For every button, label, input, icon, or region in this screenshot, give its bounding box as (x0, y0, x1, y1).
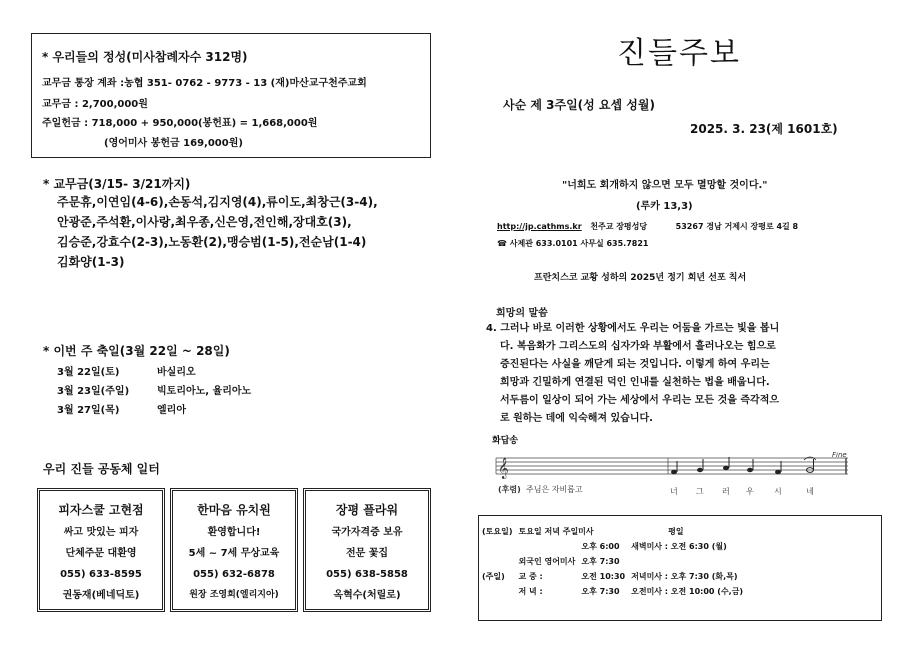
article-subheading: 희망의 말씀 (496, 308, 548, 319)
shop-line: 5세 ~ 7세 무상교육 (188, 548, 280, 559)
mass-cell: (주일) (482, 572, 505, 581)
table-row (479, 569, 746, 584)
website-link[interactable]: http://jp.cathms.kr (497, 222, 582, 231)
offering-box (31, 33, 431, 158)
mass-cell (479, 554, 516, 569)
offering-heading: * 우리들의 정성(미사참례자수 312명) (42, 50, 248, 64)
shop-line: 환영합니다! (207, 527, 261, 538)
psalm-label: 화답송 (492, 436, 519, 446)
article-line: 4. 그러나 바로 이러한 상황에서도 우리는 어둠을 가르는 빛을 봅니 (486, 323, 780, 334)
mass-cell: 저녁미사 : 오후 7:30 (화,목) (631, 572, 738, 581)
bulletin-title: 진들주보 (617, 36, 741, 71)
dues-line: 안광준,주석환,이사랑,최우종,신은영,전인해,장대호(3), (57, 215, 352, 229)
lyric-syllable: 러 (722, 487, 730, 496)
shop-phone: 055) 638-5858 (326, 569, 408, 580)
shop-phone: 055) 632-6878 (193, 569, 275, 580)
phone-line: ☎ 사제관 633.0101 사무실 635.7821 (497, 239, 649, 248)
lyric-syllable: 네 (806, 487, 814, 496)
mass-cell: 교 중 : (518, 572, 543, 581)
lyric-syllable: 너 (670, 487, 678, 496)
offering-english: (영어미사 봉헌금 169,000원) (104, 138, 243, 149)
table-row (479, 539, 746, 554)
mass-schedule-table (479, 524, 746, 599)
bull-title: 프란치스코 교황 성하의 2025년 정기 희년 선포 칙서 (534, 273, 747, 283)
mass-cell: 오전미사 : 오전 10:00 (수,금) (631, 587, 744, 596)
music-staff (494, 452, 850, 500)
feast-date: 3월 27일(목) (57, 405, 120, 416)
workplace-heading: 우리 진들 공동체 일터 (43, 462, 160, 476)
article-line: 서두름이 일상이 되어 가는 세상에서 우리는 모든 것을 즉각적으 (500, 395, 780, 406)
feast-name: 바실리오 (157, 367, 196, 378)
feast-date: 3월 23일(주일) (57, 386, 130, 397)
feast-name: 엘리아 (157, 405, 186, 416)
mass-cell: (토요일) (482, 527, 513, 536)
mass-cell (479, 584, 516, 599)
mass-cell: 외국인 영어미사 (518, 557, 576, 566)
article-line: 다. 복음화가 그리스도의 십자가와 부활에서 흘러나오는 힘으로 (500, 341, 776, 352)
scripture-quote: "너희도 회개하지 않으면 모두 멸망할 것이다." (562, 180, 768, 191)
offering-sunday: 주일헌금 : 718,000 + 950,000(봉헌표) = 1,668,000원 (42, 118, 318, 129)
dues-heading: * 교무금(3/15- 3/21까지) (43, 177, 191, 191)
mass-cell: 오전 10:30 (581, 572, 626, 581)
table-row (479, 584, 746, 599)
shop-phone: 055) 633-8595 (60, 569, 142, 580)
lyric-syllable: 시 (774, 487, 782, 496)
article-line: 증진된다는 사실을 깨닫게 되는 것입니다. 이렇게 하여 우리는 (500, 359, 770, 370)
mass-schedule-box (478, 515, 882, 621)
offering-dues: 교무금 : 2,700,000원 (42, 99, 148, 110)
article-body (486, 320, 779, 428)
lyric-prefix: (후렴) (498, 485, 521, 494)
offering-account: 교무금 통장 계좌 :농협 351- 0762 - 9773 - 13 (재)마산교구천주교회 (42, 78, 367, 89)
contact-line (497, 221, 798, 232)
shop-owner: 권동재(베네딕토) (62, 590, 140, 601)
mass-cell: 오후 7:30 (581, 557, 620, 566)
lyric-left: 주님은 자비롭고 (526, 485, 583, 494)
mass-cell (628, 554, 746, 569)
issue-date: 2025. 3. 23(제 1601호) (690, 122, 838, 136)
music-fine-mark: Fine (832, 452, 847, 459)
svg-text:𝄞: 𝄞 (498, 458, 509, 479)
mass-cell (479, 539, 516, 554)
liturgical-occasion: 사순 제 3주일(성 요셉 성월) (503, 98, 655, 112)
mass-cell: 평일 (668, 527, 684, 536)
article-line: 희망과 긴밀하게 연결된 덕인 인내를 실천하는 법을 배웁니다. (500, 377, 770, 388)
article-line: 로 원하는 데에 익숙해져 있습니다. (500, 413, 653, 424)
shop-line: 국가자격증 보유 (331, 527, 403, 538)
dues-line: 김화양(1-3) (57, 255, 125, 269)
lyric-syllable: 그 (696, 487, 704, 496)
shop-card-flower (303, 488, 431, 612)
feast-name: 빅토리아노, 율리아노 (157, 386, 252, 397)
feast-date: 3월 22일(토) (57, 367, 120, 378)
shop-name: 피자스쿨 고현점 (58, 503, 144, 517)
feasts-heading: * 이번 주 축일(3월 22일 ~ 28일) (43, 344, 230, 358)
dues-list (57, 192, 378, 272)
mass-cell (516, 539, 579, 554)
shop-owner: 옥혁수(처릴로) (333, 590, 401, 601)
shop-card-pizza (37, 488, 165, 612)
shop-owner: 원장 조영희(엘리지아) (189, 590, 279, 600)
dues-line: 김승준,강효수(2-3),노동환(2),맹승범(1-5),전순남(1-4) (57, 235, 367, 249)
mass-cell: 새벽미사 : 오전 6:30 (월) (631, 542, 727, 551)
church-address: 53267 경남 거제시 장평로 4길 8 (675, 222, 799, 231)
shop-name: 한마음 유치원 (197, 503, 271, 517)
shop-line: 전문 꽃집 (345, 548, 389, 559)
mass-cell: 오후 6:00 (581, 542, 620, 551)
lyric-syllable: 우 (746, 487, 754, 496)
dues-line: 주문휴,이연임(4-6),손동석,김지영(4),류이도,최창근(3-4), (57, 195, 378, 209)
scripture-reference: (루카 13,3) (636, 201, 693, 212)
table-row (479, 524, 746, 539)
mass-cell: 저 녁 : (518, 587, 543, 596)
shop-line: 단체주문 대환영 (65, 548, 137, 559)
shop-name: 장평 플라워 (335, 503, 399, 517)
mass-cell: 토요일 저녁 주일미사 (518, 527, 594, 536)
shop-card-kindergarten (170, 488, 298, 612)
mass-cell: 오후 7:30 (581, 587, 620, 596)
table-row (479, 554, 746, 569)
shop-line: 싸고 맛있는 피자 (63, 527, 139, 538)
church-name: 천주교 장평성당 (590, 222, 648, 231)
